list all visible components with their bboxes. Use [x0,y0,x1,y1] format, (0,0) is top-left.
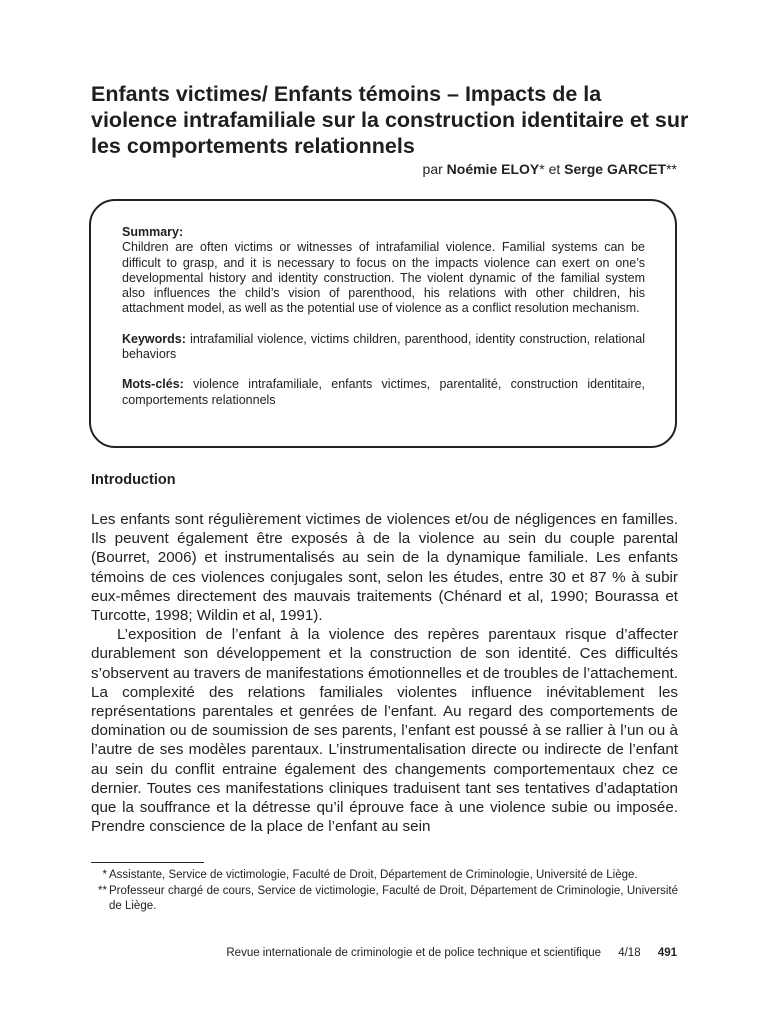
footnote-2 [91,884,678,915]
body-text [91,510,678,836]
page-number: 491 [657,947,677,959]
footnote-1-text: Assistante, Service de victimologie, Faculté de Droit, Département de Criminologie, Université de Liège. [109,869,638,881]
page-footer [226,947,677,959]
footnote-2-text: Professeur chargé de cours, Service de victimologie, Faculté de Droit, Département de Criminologie, Université de Liège. [109,884,678,912]
footnote-1-mark: * [102,869,107,881]
byline-prefix: par [422,161,443,177]
journal-name: Revue internationale de criminologie et de police technique et scientifique [226,947,602,959]
issue-number: 4/18 [618,947,641,959]
author-1: Noémie ELOY [446,161,540,177]
paragraph-2: L’exposition de l’enfant à la violence des repères parentaux risque d’affecter durablement son développement et la construction de son identité. Ces difficultés s’observent au travers de manifestations émotionnelles et de troubles de l’attachement. La complexité des relations familiales violentes influence inévitablement les représentations parentales et genrées de l’enfant. Au regard des comportements de domination ou de soumission de ses parents, l’enfant est poussé à se rallier à l’un ou à l’autre de ses modèles parentaux. L’instrumentalisation directe ou indirecte de l’enfant au sein du conflit entraine également des changements comportementaux chez ce dernier. Toutes ces manifestations cliniques traduisent tant ses tentatives d’adaptation que la souffrance et la détresse qu’il éprouve face à une violence subie ou imposée. Prendre conscience de la place de l’enfant au sein [91,626,678,836]
mots-cles [122,377,645,408]
mots-cles-text: violence intrafamiliale, enfants victimes, parentalité, construction identitaire, comportements relationnels [122,377,645,407]
keywords-label: Keywords: [122,331,186,346]
keywords-text: intrafamilial violence, victims children, parenthood, identity construction, relational behaviors [122,331,645,362]
keywords [122,332,645,363]
author-1-mark: * [539,161,545,177]
footnote-2-mark: ** [98,884,107,897]
byline [423,161,677,177]
author-2: Serge GARCET [564,161,667,177]
summary-text: Children are often victims or witnesses of intrafamilial violence. Familial systems can be difficult to grasp, and it is necessary to focus on the impacts violence can exert on one’s developmental history and identity construction. The violent dynamic of the familial system also influences the child’s vision of parenthood, his relations with other children, his attachment model, as well as the potential use of violence as a conflict resolution mechanism. [122,240,645,316]
author-2-mark: ** [666,161,677,177]
summary-box [89,199,677,448]
footnotes [91,868,678,915]
article-title: Enfants victimes/ Enfants témoins – Impacts de la violence intrafamiliale sur la construction identitaire et sur les comportements relationnels [91,82,689,158]
paragraph-1: Les enfants sont régulièrement victimes de violences et/ou de négligences en familles. Ils peuvent également être exposés à de la violence au sein du couple parental (Bourret, 2006) et instrumentalisés au sein de la dynamique familiale. Les enfants témoins de ces violences conjugales sont, selon les études, entre 30 et 87 % à subir eux-mêmes directement des mauvais traitements (Chénard et al, 1990; Bourassa et Turcotte, 1998; Wildin et al, 1991). [91,511,678,625]
introduction-heading: Introduction [91,472,176,488]
summary-label: Summary: [122,225,184,239]
mots-cles-label: Mots-clés: [122,377,184,392]
footnote-1 [91,868,678,884]
footnote-rule [91,862,204,863]
byline-connector: et [548,161,561,177]
